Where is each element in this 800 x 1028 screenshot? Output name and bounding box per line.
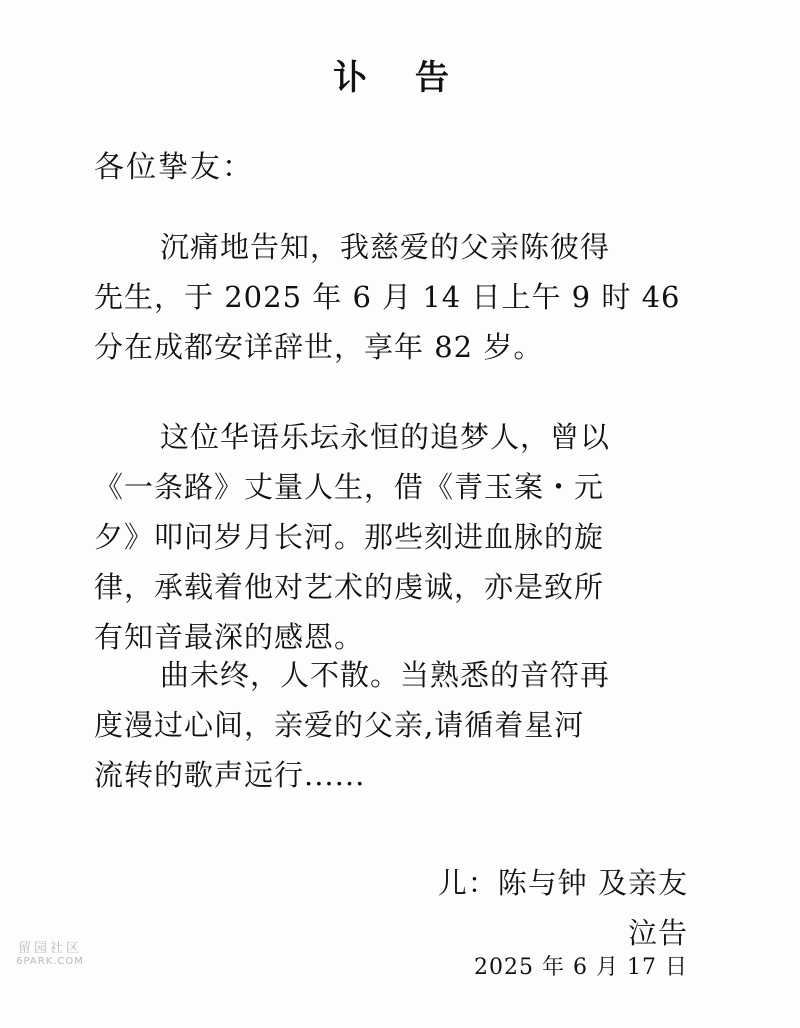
paragraph-tribute	[94, 412, 694, 662]
document-date: 2025 年 6 月 17 日	[474, 955, 688, 980]
paragraph-announcement	[94, 222, 694, 372]
watermark-cn: 留园社区	[17, 941, 82, 956]
watermark-en: 6PARK.COM	[16, 956, 84, 968]
paragraph-line: 曲未终，人不散。当熟悉的音符再	[160, 658, 611, 692]
paragraph-line: 《一条路》丈量人生，借《青玉案・元	[94, 470, 605, 504]
site-watermark	[10, 942, 90, 967]
document-title: 讣 告	[333, 58, 467, 98]
paragraph-line: 律，承载着他对艺术的虔诚，亦是致所	[94, 570, 605, 604]
paragraph-line: 有知音最深的感恩。	[94, 620, 365, 654]
paragraph-line: 流转的歌声远行......	[94, 758, 366, 792]
paragraph-line: 沉痛地告知，我慈爱的父亲陈彼得	[160, 230, 611, 264]
paragraph-line: 这位华语乐坛永恒的追梦人，曾以	[160, 420, 611, 454]
signature-family: 儿：陈与钟 及亲友	[437, 866, 688, 900]
paragraph-line: 先生，于 2025 年 6 月 14 日上午 9 时 46	[94, 280, 681, 314]
paragraph-line: 分在成都安详辞世，享年 82 岁。	[94, 330, 544, 364]
salutation: 各位挚友：	[94, 150, 254, 185]
paragraph-farewell	[94, 650, 694, 800]
paragraph-line: 度漫过心间，亲爱的父亲,请循着星河	[94, 708, 585, 742]
signature-block	[438, 858, 688, 958]
signature-closing: 泣告	[627, 916, 688, 950]
paragraph-line: 夕》叩问岁月长河。那些刻进血脉的旋	[94, 520, 605, 554]
